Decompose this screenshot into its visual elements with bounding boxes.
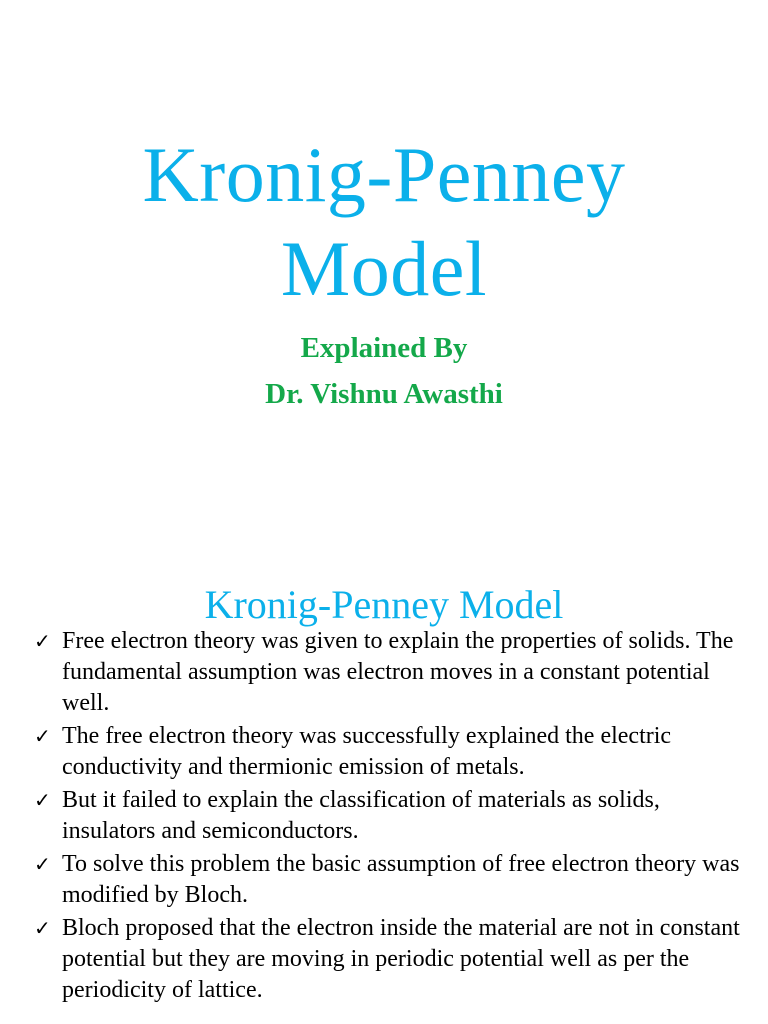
bullet-item bbox=[30, 626, 758, 719]
content-slide bbox=[0, 530, 768, 1024]
check-mark-icon: ✓ bbox=[34, 852, 51, 876]
bullet-item bbox=[30, 913, 758, 1006]
main-title-line-1: Kronig-Penney bbox=[142, 131, 626, 218]
bullet-item bbox=[30, 721, 758, 783]
bullet-text: The free electron theory was successfully explained the electric conductivity and thermionic emission of metals. bbox=[62, 723, 672, 780]
bullet-text: Bloch proposed that the electron inside the material are not in constant potential but they are moving in periodic potential well as per the periodicity of lattice. bbox=[62, 915, 740, 1003]
main-title-line-2: Model bbox=[280, 225, 488, 312]
bullet-text: To solve this problem the basic assumption of free electron theory was modified by Bloch. bbox=[62, 851, 740, 908]
bullet-text: But it failed to explain the classification of materials as solids, insulators and semiconductors. bbox=[62, 787, 660, 844]
slide-title: Kronig-Penney Model bbox=[204, 582, 564, 627]
author-name: Dr. Vishnu Awasthi bbox=[265, 378, 503, 410]
main-title bbox=[0, 128, 768, 316]
check-mark-icon: ✓ bbox=[34, 724, 51, 748]
check-mark-icon: ✓ bbox=[34, 629, 51, 653]
check-mark-icon: ✓ bbox=[34, 916, 51, 940]
bullet-item bbox=[30, 785, 758, 847]
explained-by-label: Explained By bbox=[300, 332, 468, 364]
bullet-list bbox=[30, 626, 758, 1008]
check-mark-icon: ✓ bbox=[34, 788, 51, 812]
bullet-item bbox=[30, 849, 758, 911]
bullet-text: Free electron theory was given to explain the properties of solids. The fundamental assumption was electron moves in a constant potential well. bbox=[62, 628, 734, 716]
